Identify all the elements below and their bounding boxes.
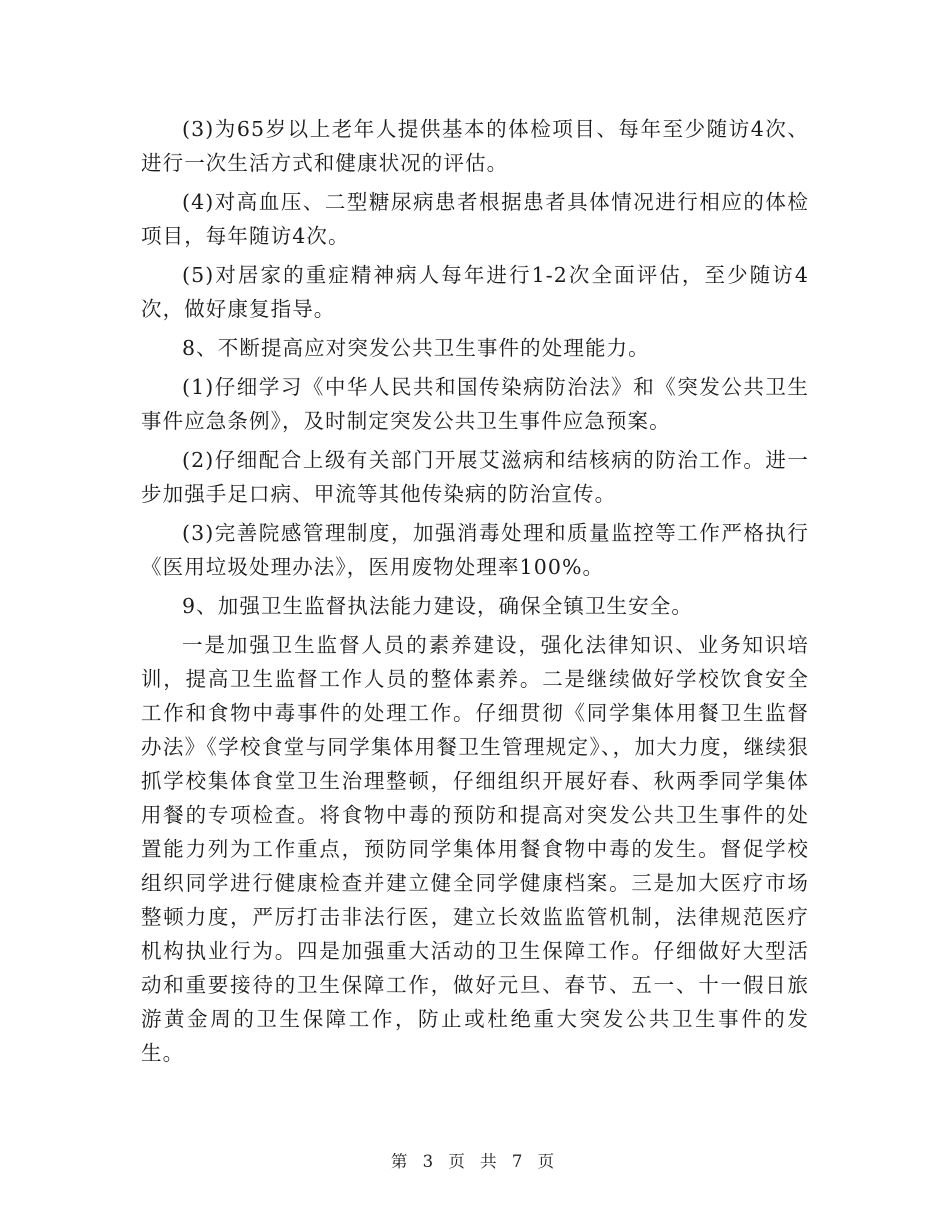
paragraph-law-study: (1)仔细学习《中华人民共和国传染病防治法》和《突发公共卫生事件应急条例》，及时制定突发公共卫生事件应急预案。 — [141, 375, 809, 433]
section-heading-9: 9、加强卫生监督执法能力建设，确保全镇卫生安全。 — [182, 594, 693, 618]
paragraph-infection-control: (3)完善院感管理制度，加强消毒处理和质量监控等工作严格执行《医用垃圾处理办法》，医用废物处理率100%。 — [141, 521, 809, 579]
paragraph-chronic-disease: (4)对高血压、二型糖尿病患者根据患者具体情况进行相应的体检项目，每年随访4次。 — [141, 190, 809, 248]
document-body — [141, 112, 809, 1070]
section-heading-8: 8、不断提高应对突发公共卫生事件的处理能力。 — [182, 336, 650, 360]
paragraph-health-supervision: 一是加强卫生监督人员的素养建设，强化法律知识、业务知识培训，提高卫生监督工作人员的整体素养。二是继续做好学校饮食安全工作和食物中毒事件的处理工作。仔细贯彻《同学集体用餐卫生监督办法》《学校食堂与同学集体用餐卫生管理规定》、，加大力度，继续狠抓学校集体食堂卫生治理整顿，仔细组织开展好春、秋两季同学集体用餐的专项检查。将食物中毒的预防和提高对突发公共卫生事件的处置能力列为工作重点，预防同学集体用餐食物中毒的发生。督促学校组织同学进行健康检查并建立健全同学健康档案。三是加大医疗市场整顿力度，严厉打击非法行医，建立长效监监管机制，法律规范医疗机构执业行为。四是加强重大活动的卫生保障工作。仔细做好大型活动和重要接待的卫生保障工作，做好元旦、春节、五一、十一假日旅游黄金周的卫生保障工作，防止或杜绝重大突发公共卫生事件的发生。 — [141, 633, 809, 1065]
paragraph-disease-prevention: (2)仔细配合上级有关部门开展艾滋病和结核病的防治工作。进一步加强手足口病、甲流等其他传染病的防治宣传。 — [141, 448, 809, 506]
paragraph-elderly-checkup: (3)为65岁以上老年人提供基本的体检项目、每年至少随访4次、进行一次生活方式和健康状况的评估。 — [141, 117, 809, 175]
page-number-footer: 第 3 页 共 7 页 — [390, 1152, 560, 1171]
paragraph-mental-illness: (5)对居家的重症精神病人每年进行1-2次全面评估，至少随访4次，做好康复指导。 — [141, 263, 809, 321]
